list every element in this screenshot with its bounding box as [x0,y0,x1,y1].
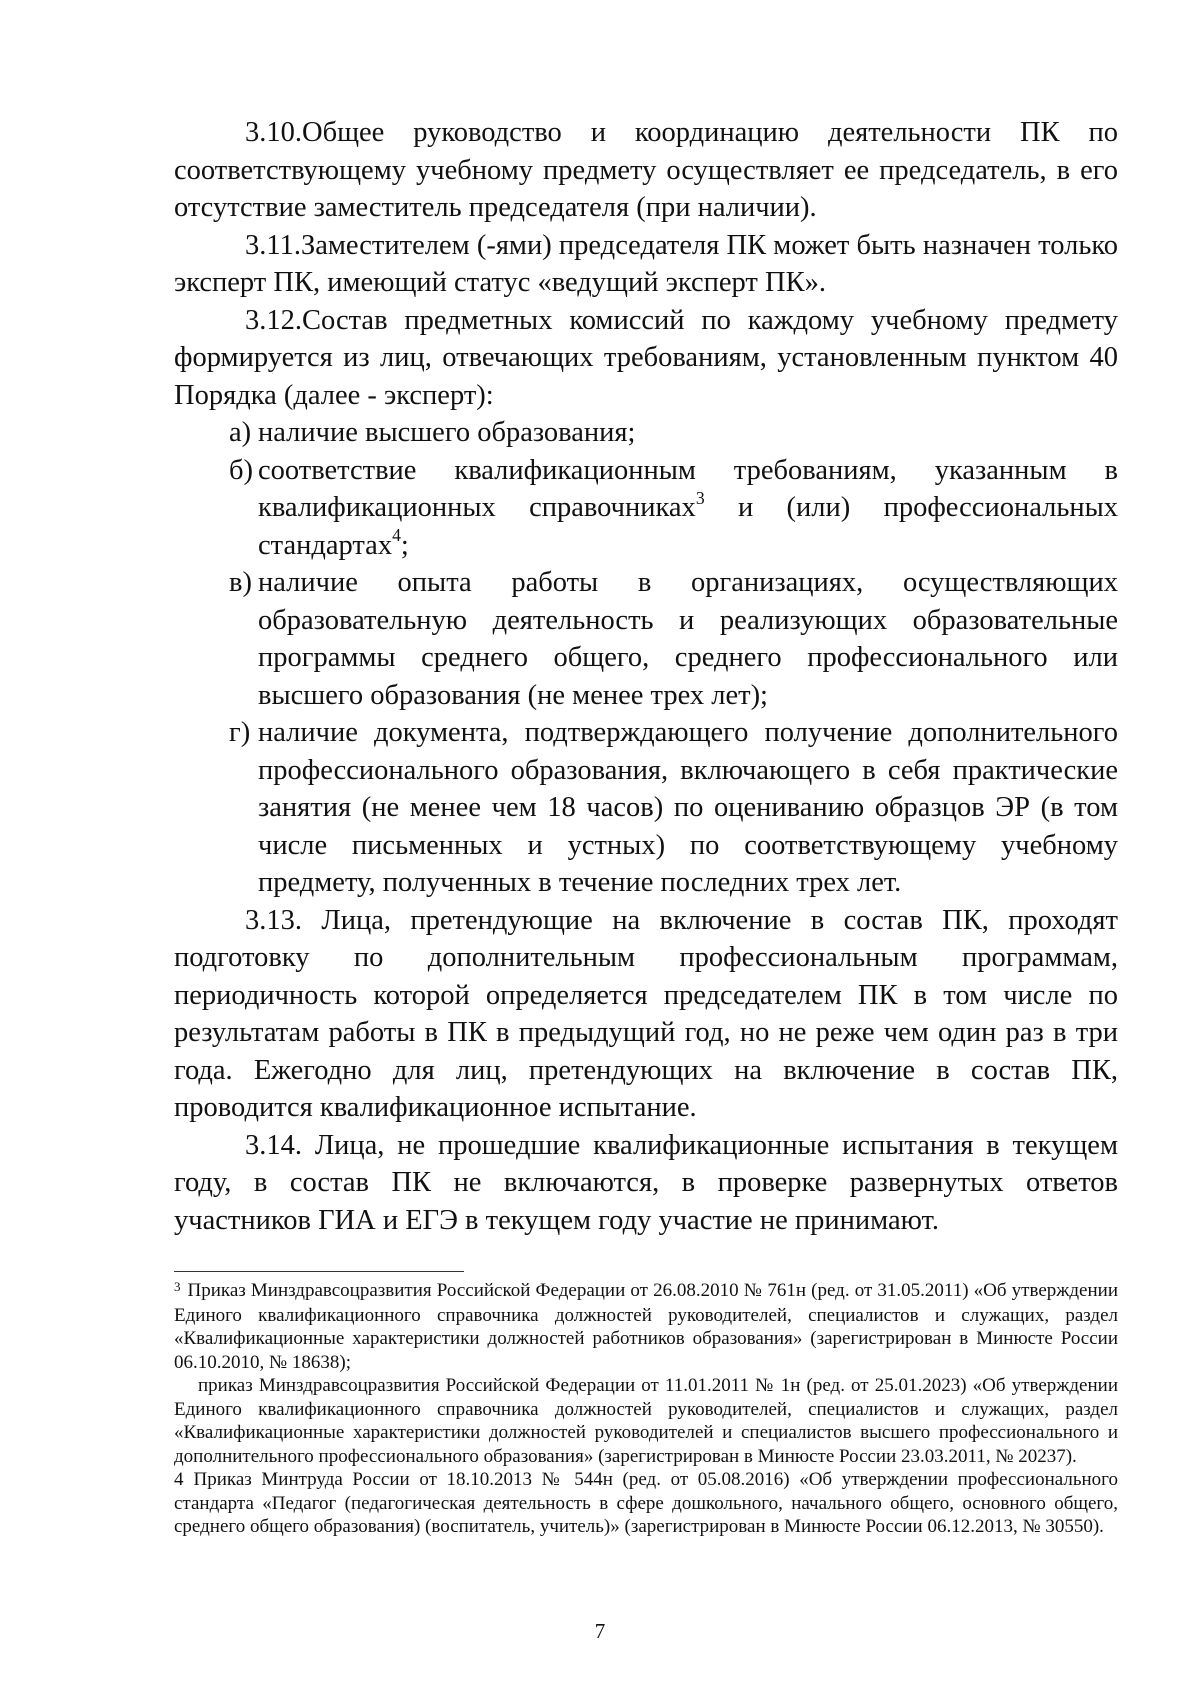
footnote-4 [174,1468,1118,1539]
requirement-v [174,564,1118,714]
paragraph-3-11: 3.11.Заместителем (-ями) председателя ПК может быть назначен только эксперт ПК, имеющий статус «ведущий эксперт ПК». [174,229,1118,298]
requirement-v-text: наличие опыта работы в организациях, осуществляющих образовательную деятельность и реализующих образовательные программы среднего общего, среднего профессионального или высшего образования (не менее трех лет); [258,567,1118,711]
main-text [174,114,1118,1239]
footnote-ref-4[interactable]: 4 [392,525,401,545]
footnote-4-text: Приказ Минтруда России от 18.10.2013 № 544н (ред. от 05.08.2016) «Об утверждении профессионального стандарта «Педагог (педагогическая деятельность в сфере дошкольного, начального общего, основного общего, среднего общего образования) (воспитатель, учитель)» (зарегистрирован в Минюсте России 06.12.2013, № 30550). [174,1469,1118,1537]
requirement-b-marker: б) [229,454,253,486]
paragraph-3-12: 3.12.Состав предметных комиссий по каждому учебному предмету формируется из лиц, отвечающих требованиям, установленным пунктом 40 Порядка (далее - эксперт): [174,304,1118,411]
requirement-b-text-3: ; [400,529,409,561]
requirement-v-marker: в) [229,567,252,598]
footnote-separator [174,1271,464,1272]
requirement-b [174,452,1118,565]
requirement-a [174,414,1118,452]
requirement-g-marker: г) [229,717,251,748]
requirement-g-text: наличие документа, подтверждающего получение дополнительного профессионального образования, включающего в себя практические занятия (не менее чем 18 часов) по оцениванию образцов ЭР (в том числе письменных и устных) по соответствующему учебному предмету, полученных в течение последних трех лет. [258,717,1118,898]
requirement-a-marker: а) [229,417,252,448]
requirement-b-text-1: соответствие квалификационным требованиям, указанным в квалификационных справочниках [258,454,1118,523]
footnote-ref-3[interactable]: 3 [695,487,705,508]
footnote-3-text: Приказ Минздравсоцразвития Российской Федерации от 26.08.2010 № 761н (ред. от 31.05.2011) «Об утверждении Единого квалификационного справочника должностей руководителей, специалистов и служащих, раздел «Квалификационные характеристики должностей работников образования» (зарегистрирован в Минюсте России 06.10.2010, № 18638); [174,1280,1118,1373]
paragraph-3-13: 3.13. Лица, претендующие на включение в состав ПК, проходят подготовку по дополнительным профессиональным программам, периодичность которой определяется председателем ПК в том числе по результатам работы в ПК в предыдущий год, но не реже чем один раз в три года. Ежегодно для лиц, претендующих на включение в состав ПК, проводится квалификационное испытание. [174,904,1118,1123]
footnote-3 [174,1279,1118,1374]
paragraph-3-14: 3.14. Лица, не прошедшие квалификационные испытания в текущем году, в состав ПК не включаются, в проверке развернутых ответов участников ГИА и ЕГЭ в текущем году участие не принимают. [174,1129,1118,1236]
footnotes [174,1279,1118,1539]
paragraph-3-10: 3.10.Общее руководство и координацию деятельности ПК по соответствующему учебному предмету осуществляет ее председатель, в его отсутствие заместитель председателя (при наличии). [174,117,1118,223]
requirement-a-text: наличие высшего образования; [258,417,636,448]
requirements-list [174,414,1118,902]
requirement-g [174,714,1118,902]
page-number: 7 [594,1619,606,1643]
footnote-4-number: 4 [174,1469,184,1490]
footnote-3-number: 3 [174,1279,181,1294]
footnote-3-continuation: приказ Минздравсоцразвития Российской Федерации от 11.01.2011 № 1н (ред. от 25.01.2023) «Об утверждении Единого квалификационного справочника должностей руководителей, специалистов и служащих, раздел «Квалификационные характеристики должностей руководителей и специалистов высшего профессионального и дополнительного профессионального образования» (зарегистрирован в Минюсте России 23.03.2011, № 20237). [174,1375,1118,1467]
requirement-b-text-2: и (или) профессиональных стандартах [258,492,1118,561]
